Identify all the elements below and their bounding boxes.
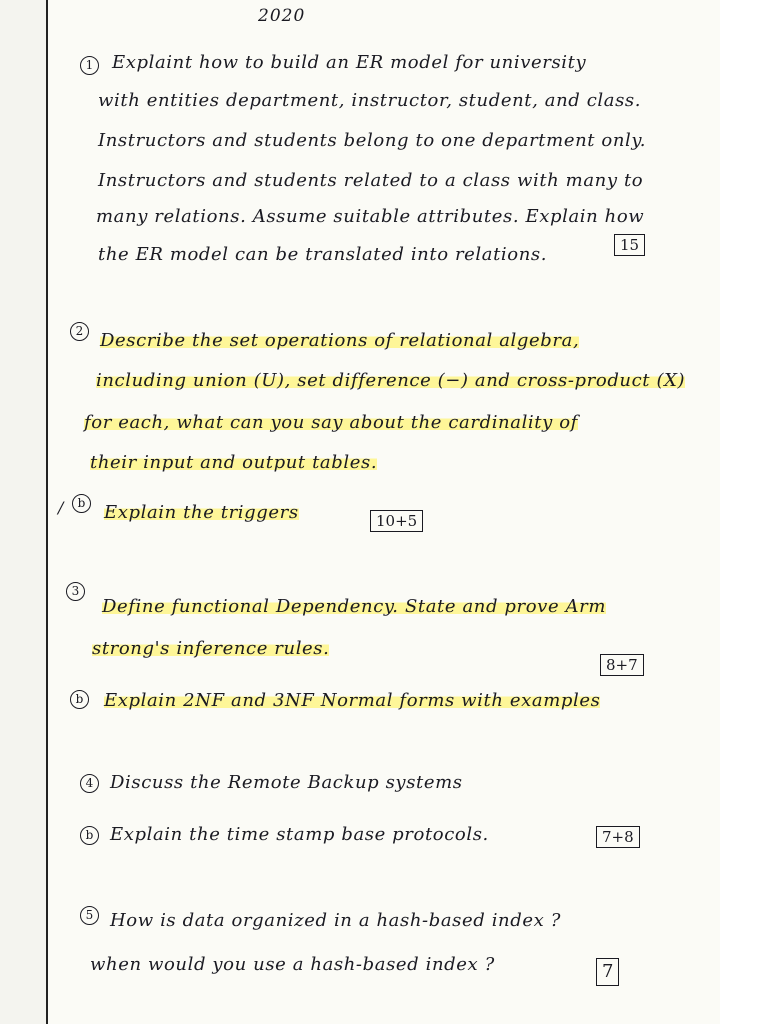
q2-line-2-text: including union (U), set difference (−) and cross-product (X) [96, 370, 686, 391]
q1-line-2: with entities department, instructor, student, and class. [98, 90, 642, 111]
q1-line-3: Instructors and students belong to one department only. [98, 130, 647, 151]
page-edge [720, 0, 768, 1024]
q2-line-1-text: Describe the set operations of relational algebra, [100, 330, 580, 351]
q3-sub-label: b [70, 690, 89, 709]
q4-line-1: Discuss the Remote Backup systems [110, 772, 463, 793]
q5-line-2: when would you use a hash-based index ? [90, 954, 495, 975]
q2-line-2 [96, 370, 685, 391]
q2-line-4 [90, 452, 377, 473]
q2-marks-box: 10+5 [370, 510, 423, 532]
q3-sub-question [104, 690, 600, 711]
q3-marks-box: 8+7 [600, 654, 644, 676]
question-number-3: 3 [66, 582, 85, 601]
q4-sub-label: b [80, 826, 99, 845]
q2-sub-label: b [72, 494, 91, 513]
question-number-4: 4 [80, 774, 99, 793]
q2-line-3-text: for each, what can you say about the cardinality of [84, 412, 578, 433]
question-number-2: 2 [70, 322, 89, 341]
q3-line-1 [102, 596, 606, 617]
q2-line-1 [100, 330, 579, 351]
question-number-1: 1 [80, 56, 99, 75]
q2-sub-question [104, 502, 299, 523]
q1-line-5: many relations. Assume suitable attributes. Explain how [96, 206, 645, 227]
q4-marks-box: 7+8 [596, 826, 640, 848]
q2-line-4-text: their input and output tables. [90, 452, 378, 473]
q1-marks-box: 15 [614, 234, 645, 256]
q1-line-1: Explaint how to build an ER model for university [112, 52, 587, 73]
q3-line-2-text: strong's inference rules. [92, 638, 330, 659]
q3-line-1-text: Define functional Dependency. State and prove Arm [102, 596, 607, 617]
q1-line-6: the ER model can be translated into relations. [98, 244, 548, 265]
q3-line-2 [92, 638, 329, 659]
q3-sub-question-text: Explain 2NF and 3NF Normal forms with examples [104, 690, 601, 711]
margin-tick: / [58, 498, 64, 517]
q1-line-4: Instructors and students related to a class with many to [98, 170, 644, 191]
q5-marks-box: 7 [596, 958, 619, 986]
q5-line-1: How is data organized in a hash-based index ? [110, 910, 561, 931]
q4-sub-question: Explain the time stamp base protocols. [110, 824, 489, 845]
q2-sub-question-text: Explain the triggers [104, 502, 299, 523]
question-number-5: 5 [80, 906, 99, 925]
q2-line-3 [84, 412, 578, 433]
exam-year: 2020 [258, 6, 306, 26]
